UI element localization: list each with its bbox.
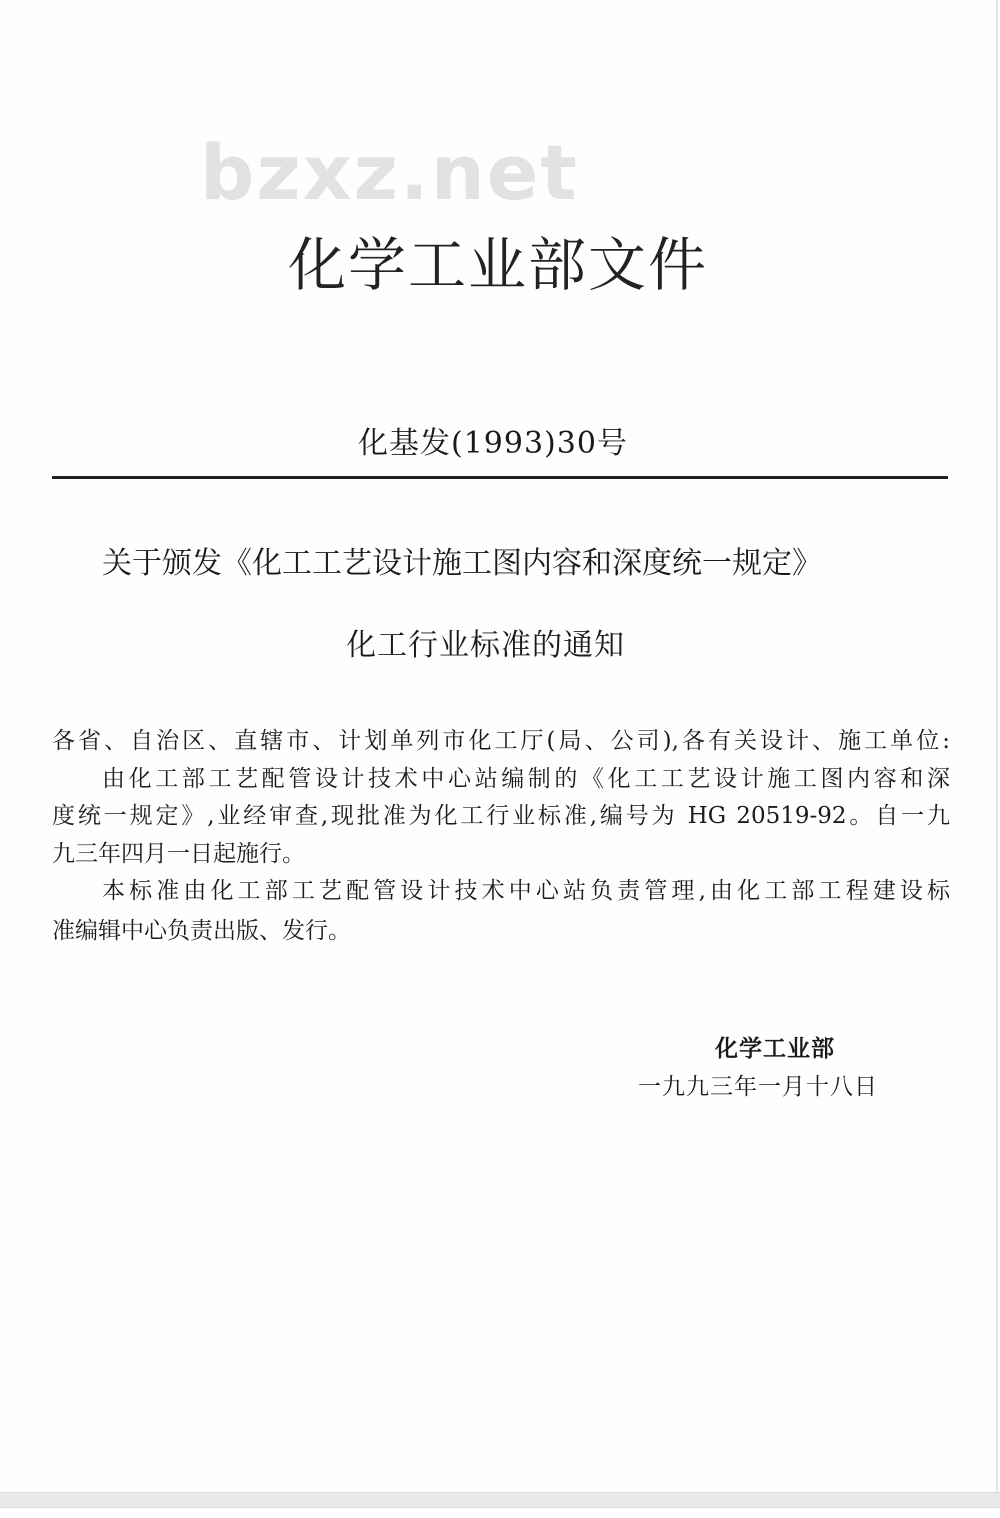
document-number: 化基发(1993)30号 bbox=[358, 426, 628, 461]
notice-heading-line2: 化工行业标准的通知 bbox=[346, 628, 625, 663]
body-line: 由化工部工艺配管设计技术中心站编制的《化工工艺设计施工图内容和深 bbox=[102, 766, 950, 792]
watermark: bzxz.net bbox=[200, 128, 579, 217]
header-divider bbox=[52, 476, 948, 479]
body-line: 九三年四月一日起施行。 bbox=[52, 841, 305, 867]
body-line: 准编辑中心负责出版、发行。 bbox=[52, 918, 351, 944]
document-title: 化学工业部文件 bbox=[288, 231, 709, 299]
page-separator bbox=[0, 1492, 1000, 1508]
body-line: 度统一规定》,业经审查,现批准为化工行业标准,编号为 HG 20519-92。自一九 bbox=[52, 803, 950, 829]
signature: 化学工业部 bbox=[715, 1035, 835, 1062]
notice-heading-line1: 关于颁发《化工工艺设计施工图内容和深度统一规定》 bbox=[102, 546, 822, 581]
body-line: 本标准由化工部工艺配管设计技术中心站负责管理,由化工部工程建设标 bbox=[102, 878, 950, 904]
issue-date: 一九九三年一月十八日 bbox=[638, 1074, 878, 1100]
body-line: 各省、自治区、直辖市、计划单列市化工厅(局、公司),各有关设计、施工单位: bbox=[52, 728, 950, 754]
